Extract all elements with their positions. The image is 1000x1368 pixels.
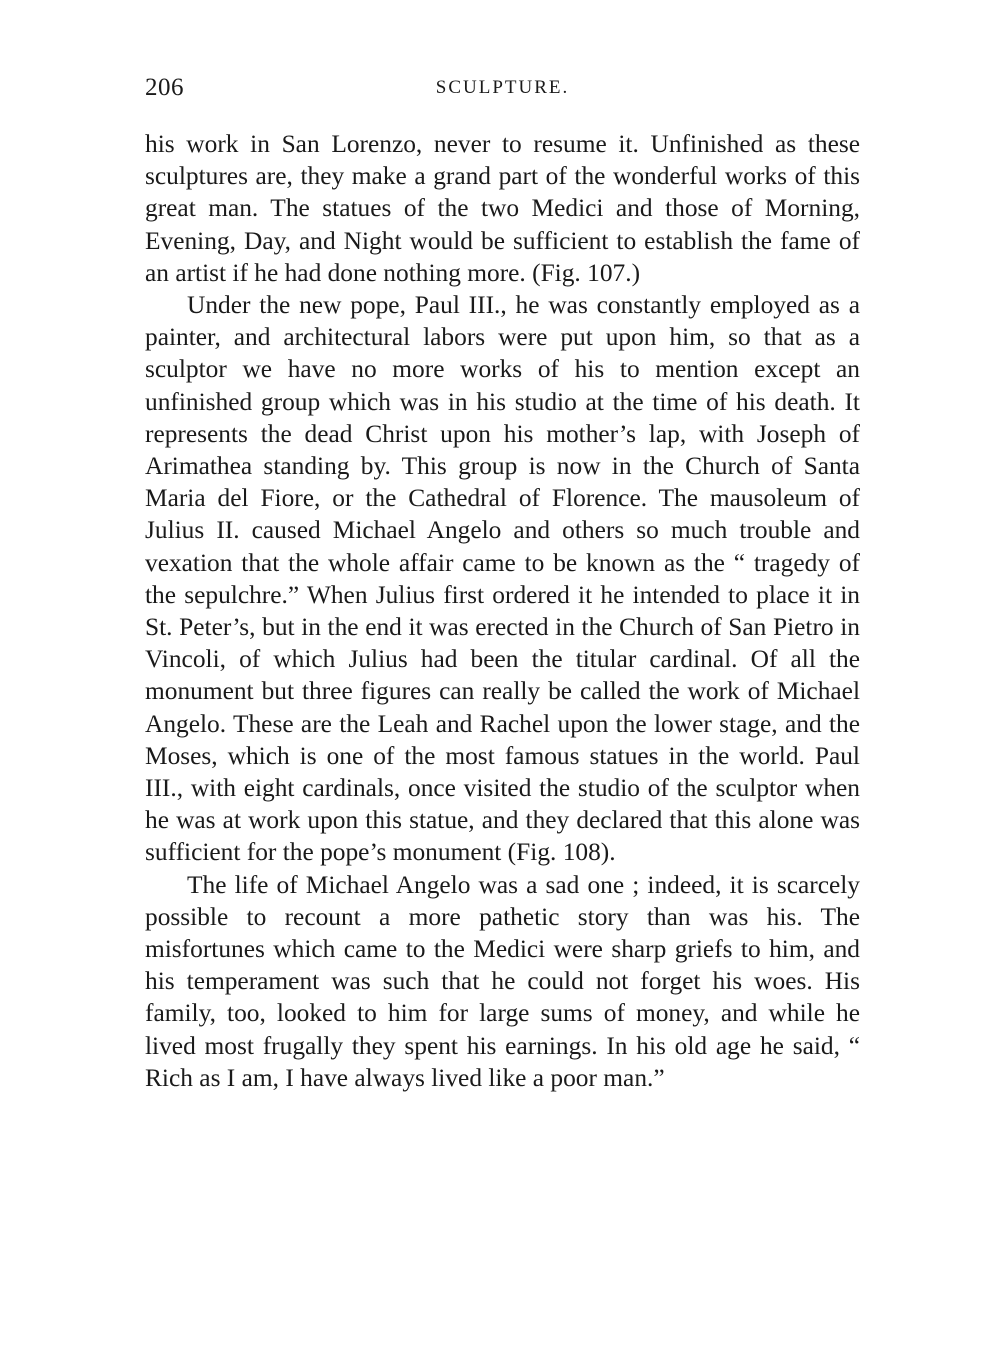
page-number: 206 — [145, 74, 184, 101]
running-head — [145, 74, 860, 106]
paragraph-life-of-michael-angelo: The life of Michael Angelo was a sad one ; indeed, it is scarcely possible to recount a more pathetic story than was his. The misfortunes which came to the Medici were sharp griefs to him, and his temperament was such that he could not forget his woes. His family, too, looked to him for large sums of money, and while he lived most frugally they spent his earnings. In his old age he said, “ Rich as I am, I have always lived like a poor man.” — [145, 870, 860, 1092]
paragraph-paul-iii: Under the new pope, Paul III., he was constantly employed as a painter, and architectural labors were put upon him, so that as a sculptor we have no more works of his to mention except an unfinished group which was in his studio at the time of his death. It represents the dead Christ upon his mother’s lap, with Joseph of Arimathea standing by. This group is now in the Church of Santa Maria del Fiore, or the Cathedral of Florence. The mausoleum of Julius II. caused Michael Angelo and others so much trouble and vexation that the whole affair came to be known as the “ tragedy of the sepulchre.” When Julius first ordered it he intended to place it in St. Peter’s, but in the end it was erected in the Church of San Pietro in Vincoli, of which Julius had been the titular cardinal. Of all the monument but three figures can really be called the work of Michael Angelo. These are the Leah and Rachel upon the lower stage, and the Moses, which is one of the most famous statues in the world. Paul III., with eight cardinals, once visited the studio of the sculptor when he was at work upon this statue, and they declared that this alone was sufficient for the pope’s monument (Fig. 108). — [145, 291, 860, 867]
paragraph-continued: his work in San Lorenzo, never to resume it. Unfinished as these sculptures are, they make a grand part of the wonderful works of this great man. The statues of the two Medici and those of Morning, Evening, Day, and Night would be sufficient to establish the fame of an artist if he had done nothing more. (Fig. 107.) — [145, 130, 860, 287]
running-title: SCULPTURE. — [435, 77, 570, 98]
body-text — [145, 128, 860, 1094]
